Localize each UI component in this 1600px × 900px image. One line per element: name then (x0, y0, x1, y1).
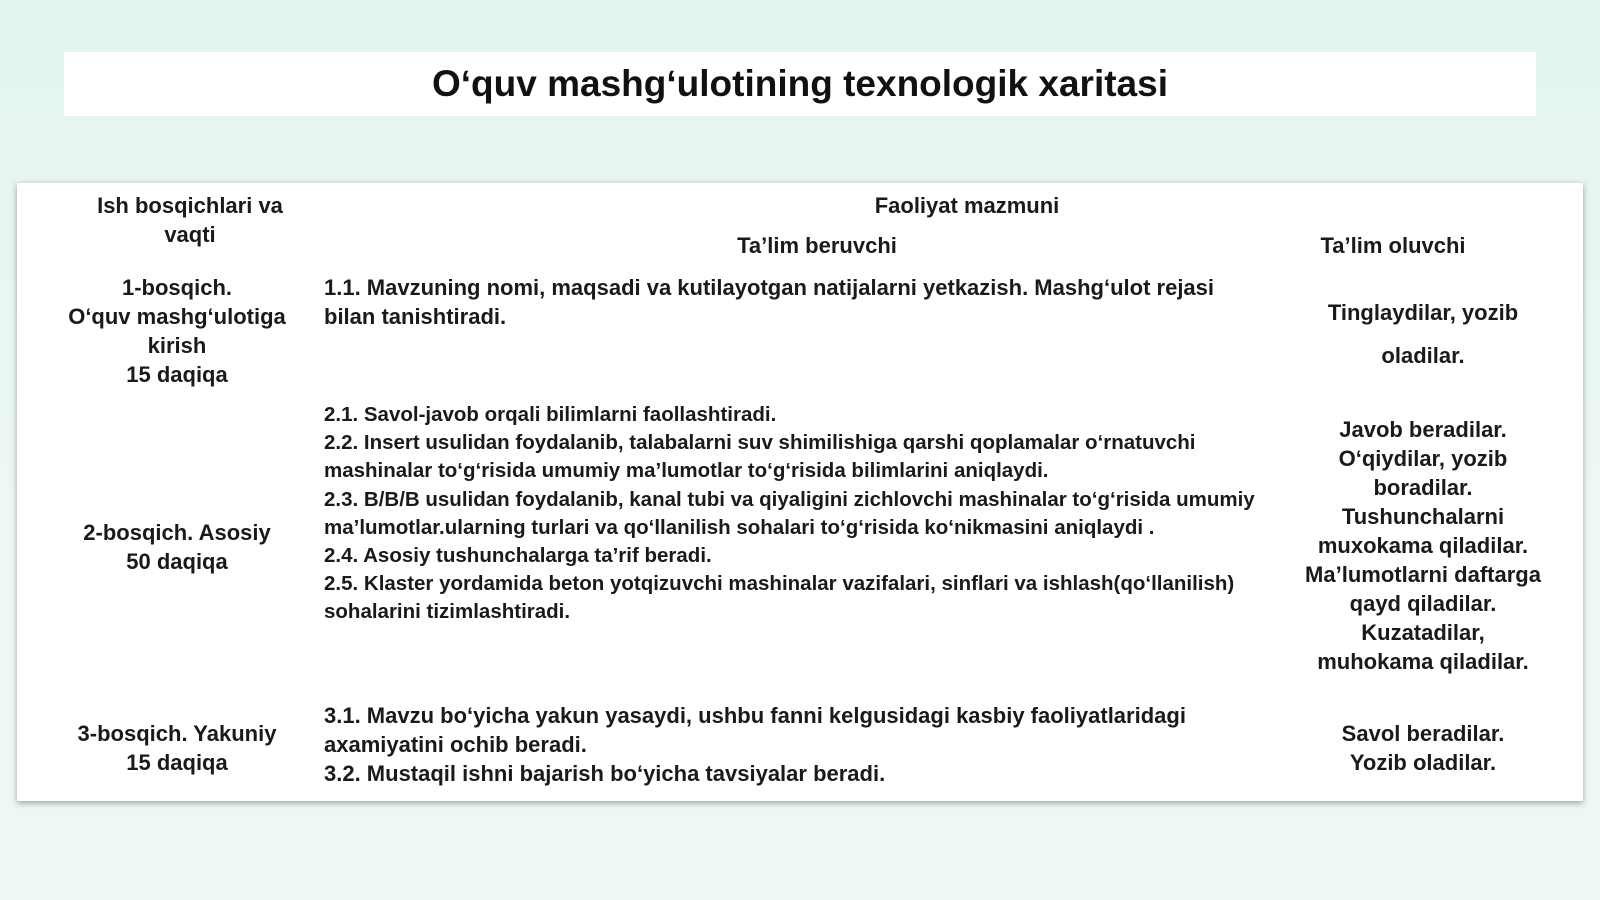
stage-1-cell: 1-bosqich. O‘quv mashg‘ulotiga kirish 15 daqiqa (68, 275, 286, 387)
teacher-item: 2.4. Asosiy tushunchalarga ta’rif beradi. (324, 544, 712, 568)
stage-1-student-cell: Tinglaydilar, yozib oladilar. (1327, 300, 1519, 368)
teacher-item: 2.2. Insert usulidan foydalanib, talabalarni suv shimilishiga qarshi qoplamalar o‘rnatuvchi mashinalar to‘g‘risida umumiy ma’lumotlar to‘g‘risida bilimlarini aniqlaydi. (324, 431, 1196, 483)
stage-1-teacher-cell (324, 273, 1264, 331)
stage-2-cell: 2-bosqich. Asosiy 50 daqiqa (83, 520, 271, 574)
header-student: Ta’lim oluvchi (1320, 233, 1466, 258)
page-title: O‘quv mashg‘ulotining texnologik xaritasi (432, 63, 1168, 104)
stage-2-teacher-cell (324, 401, 1264, 627)
teacher-item: 3.1. Mavzu bo‘yicha yakun yasaydi, ushbu fanni kelgusidagi kasbiy faoliyatlaridagi axamiyatini ochib beradi. (324, 703, 1186, 757)
stage-2-student-cell: Javob beradilar. O‘qiydilar, yozib boradilar. Tushunchalarni muxokama qiladilar. Ma’lumotlarni daftarga qayd qiladilar. Kuzatadilar, muhokama qiladilar. (1305, 417, 1541, 674)
teacher-item: 2.1. Savol-javob orqali bilimlarni faollashtiradi. (324, 403, 777, 426)
teacher-item: 2.5. Klaster yordamida beton yotqizuvchi mashinalar vazifalari, sinflari va ishlash(qo‘llanilish) sohalarini tizimlashtiradi. (324, 572, 1235, 624)
header-teacher: Ta’lim beruvchi (737, 233, 897, 258)
technology-map-table (17, 183, 1583, 801)
header-stages: Ish bosqichlari va vaqti (97, 193, 283, 247)
header-activity-content: Faoliyat mazmuni (874, 193, 1060, 218)
title-box (64, 52, 1536, 116)
stage-3-student-cell: Savol beradilar. Yozib oladilar. (1341, 721, 1505, 775)
teacher-item: 2.3. B/B/B usulidan foydalanib, kanal tubi va qiyaligini zichlovchi mashinalar to‘g‘risida umumiy ma’lumotlar.ularning turlari va qo‘llanilish sohalari to‘g‘risida ko‘nikmasini aniqlaydi . (324, 487, 1255, 539)
teacher-item: 3.2. Mustaqil ishni bajarish bo‘yicha tavsiyalar beradi. (324, 761, 886, 786)
stage-3-teacher-cell (324, 701, 1264, 788)
teacher-item: 1.1. Mavzuning nomi, maqsadi va kutilayotgan natijalarni yetkazish. Mashg‘ulot rejasi bilan tanishtiradi. (324, 275, 1215, 329)
stage-3-cell: 3-bosqich. Yakuniy 15 daqiqa (77, 721, 277, 775)
